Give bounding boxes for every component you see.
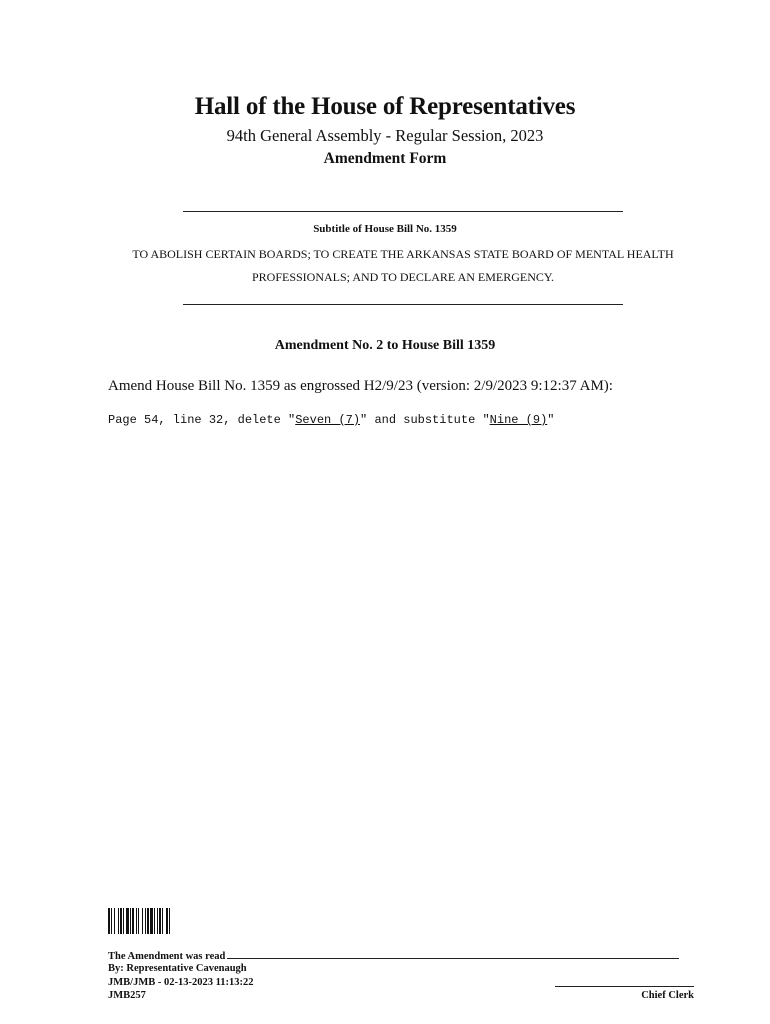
session-line: 94th General Assembly - Regular Session, 2023 xyxy=(226,126,544,145)
page-line-suffix: " xyxy=(547,413,555,427)
clerk-label: Chief Clerk xyxy=(641,990,694,1001)
amendment-number: Amendment No. 2 to House Bill 1359 xyxy=(274,338,496,353)
id-stamp: JMB/JMB - 02-13-2023 11:13:22 xyxy=(108,977,254,988)
read-label: The Amendment was read xyxy=(108,951,226,962)
clerk-signature-line xyxy=(555,986,694,987)
page-line-instruction xyxy=(108,413,554,427)
page-line-prefix: Page 54, line 32, delete " xyxy=(108,413,296,427)
page-line-middle: " and substitute " xyxy=(360,413,490,427)
sponsor-line: By: Representative Cavenaugh xyxy=(108,963,247,974)
form-name: Amendment Form xyxy=(323,150,447,167)
document-code: JMB257 xyxy=(108,990,146,1001)
barcode-image xyxy=(108,908,200,934)
substituted-text: Nine (9) xyxy=(489,413,548,427)
divider-top xyxy=(183,211,623,212)
deleted-text: Seven (7) xyxy=(295,413,361,427)
amend-instruction: Amend House Bill No. 1359 as engrossed H2/9/23 (version: 2/9/2023 9:12:37 AM): xyxy=(108,378,613,394)
document-title: Hall of the House of Representatives xyxy=(194,93,576,120)
read-signature-line xyxy=(227,948,679,959)
divider-bottom xyxy=(183,304,623,305)
subtitle-label: Subtitle of House Bill No. 1359 xyxy=(313,223,457,235)
subtitle-text: TO ABOLISH CERTAIN BOARDS; TO CREATE THE ARKANSAS STATE BOARD OF MENTAL HEALTH PROFESSIONALS; AND TO DECLARE AN EMERGENCY. xyxy=(132,247,674,284)
